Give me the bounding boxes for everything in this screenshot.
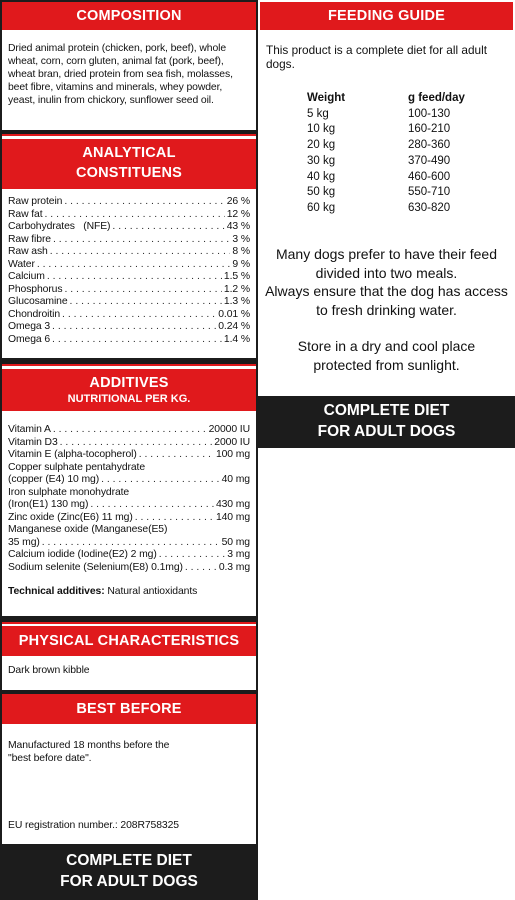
feeding-header bbox=[260, 2, 513, 30]
analytical-row bbox=[8, 309, 250, 322]
best-before-header bbox=[2, 694, 256, 724]
analytical-panel bbox=[2, 134, 256, 358]
additive-value: 40 mg bbox=[221, 474, 250, 485]
feeding-panel bbox=[260, 2, 513, 392]
additive-row bbox=[8, 474, 250, 487]
analytical-label: Raw ash bbox=[8, 246, 48, 257]
feeding-table-row bbox=[307, 170, 465, 186]
additive-row bbox=[8, 437, 250, 450]
weight-cell: 20 kg bbox=[307, 139, 336, 152]
analytical-value: 1.4 % bbox=[223, 333, 250, 345]
additives-header bbox=[2, 369, 256, 411]
left-footer-line1: COMPLETE DIET bbox=[66, 852, 192, 869]
feeding-note-storage: Store in a dry and cool place protected from sunlight. bbox=[297, 338, 476, 373]
additive-leader-dots bbox=[185, 562, 217, 575]
additives-top-stripe bbox=[2, 364, 256, 366]
additive-value: 2000 IU bbox=[214, 436, 250, 448]
analytical-value: 1.2 % bbox=[223, 283, 250, 295]
additive-value: 430 mg bbox=[215, 499, 250, 510]
analytical-row bbox=[8, 321, 250, 334]
additive-leader-dots bbox=[42, 537, 220, 550]
physical-title: PHYSICAL CHARACTERISTICS bbox=[18, 633, 240, 649]
additive-label: Calcium iodide (Iodine(E2) 2 mg) bbox=[8, 549, 157, 560]
physical-header bbox=[2, 626, 256, 656]
additive-label: (Iron(E1) 130 mg) bbox=[8, 499, 89, 510]
weight-cell: 50 kg bbox=[307, 186, 336, 199]
analytical-row bbox=[8, 271, 250, 284]
analytical-row bbox=[8, 234, 250, 247]
analytical-top-stripe bbox=[2, 134, 256, 136]
col-weight-header: Weight bbox=[307, 92, 346, 104]
analytical-leader-dots bbox=[52, 334, 222, 347]
additive-label: (copper (E4) 10 mg) bbox=[8, 474, 100, 485]
analytical-leader-dots bbox=[50, 246, 231, 259]
analytical-value: 12 % bbox=[226, 208, 250, 220]
analytical-leader-dots bbox=[62, 309, 216, 322]
analytical-row bbox=[8, 284, 250, 297]
analytical-value: 3 % bbox=[232, 233, 250, 245]
additives-list bbox=[8, 424, 250, 574]
left-footer-line2: FOR ADULT DOGS bbox=[60, 873, 198, 890]
feed-cell: 160-210 bbox=[408, 123, 451, 136]
analytical-row bbox=[8, 209, 250, 222]
additive-row bbox=[8, 537, 250, 550]
analytical-leader-dots bbox=[64, 284, 221, 297]
analytical-value: 26 % bbox=[226, 196, 250, 207]
eu-registration: EU registration number.: 208R758325 bbox=[8, 820, 179, 831]
feeding-table-header bbox=[307, 91, 465, 107]
analytical-leader-dots bbox=[53, 234, 230, 247]
analytical-row bbox=[8, 259, 250, 272]
additive-row bbox=[8, 424, 250, 437]
feed-cell: 280-360 bbox=[408, 139, 451, 152]
best-before-text bbox=[8, 739, 250, 765]
best-before-line2: "best before date". bbox=[8, 753, 92, 764]
additive-label: Vitamin E (alpha-tocopherol) bbox=[8, 449, 137, 460]
feeding-table-row bbox=[307, 185, 465, 201]
analytical-leader-dots bbox=[112, 221, 224, 234]
right-footer-line2: FOR ADULT DOGS bbox=[317, 423, 456, 440]
analytical-header bbox=[2, 139, 256, 189]
analytical-list bbox=[8, 196, 250, 346]
additive-row bbox=[8, 512, 250, 525]
additive-value: 100 mg bbox=[215, 449, 250, 460]
analytical-value: 9 % bbox=[232, 258, 250, 270]
additive-label: Sodium selenite (Selenium(E8) 0.1mg) bbox=[8, 561, 183, 573]
weight-cell: 30 kg bbox=[307, 154, 336, 167]
additive-row bbox=[8, 499, 250, 512]
analytical-row bbox=[8, 246, 250, 259]
feed-cell: 370-490 bbox=[408, 154, 451, 167]
feeding-table-row bbox=[307, 201, 465, 217]
physical-top-stripe bbox=[2, 622, 256, 624]
analytical-value: 0.01 % bbox=[218, 308, 250, 320]
additive-label: Zinc oxide (Zinc(E6) 11 mg) bbox=[8, 511, 133, 523]
analytical-title-line1: ANALYTICAL bbox=[82, 145, 176, 161]
analytical-leader-dots bbox=[70, 296, 222, 309]
composition-text: Dried animal protein (chicken, pork, beef), whole wheat, corn, corn gluten, animal fat (pork, beef), wheat bran, dried protein from sea fish, molasses, beet fibre, vitamins and minerals, whey powder, yeast, inulin from chickory, sunflower seed oil. bbox=[8, 43, 233, 106]
feeding-intro: This product is a complete diet for all adult dogs. bbox=[266, 43, 487, 71]
analytical-label: Calcium bbox=[8, 271, 45, 282]
analytical-label: Omega 3 bbox=[8, 321, 51, 332]
analytical-label: Raw protein bbox=[8, 196, 63, 207]
weight-cell: 40 kg bbox=[307, 170, 336, 183]
feeding-table bbox=[307, 91, 465, 217]
physical-panel bbox=[2, 622, 256, 690]
feeding-title: FEEDING GUIDE bbox=[328, 8, 445, 24]
composition-title: COMPOSITION bbox=[76, 8, 182, 24]
additive-leader-dots bbox=[135, 512, 214, 525]
right-footer bbox=[258, 396, 515, 448]
feeding-table-row bbox=[307, 154, 465, 170]
best-before-title: BEST BEFORE bbox=[76, 701, 182, 717]
composition-panel bbox=[2, 2, 256, 130]
analytical-label: Phosphorus bbox=[8, 283, 63, 295]
feeding-note-meals: Many dogs prefer to have their feed divided into two meals. bbox=[275, 246, 498, 281]
additive-row: Iron sulphate monohydrate bbox=[8, 486, 130, 498]
additive-leader-dots bbox=[53, 424, 207, 437]
analytical-label: Omega 6 bbox=[8, 333, 51, 345]
additive-value: 50 mg bbox=[221, 536, 250, 548]
analytical-label: Water bbox=[8, 258, 35, 270]
left-footer bbox=[0, 850, 258, 896]
additive-leader-dots bbox=[159, 549, 226, 562]
additive-value: 20000 IU bbox=[208, 424, 250, 435]
analytical-label: Glucosamine bbox=[8, 296, 68, 307]
additive-row bbox=[8, 549, 250, 562]
analytical-value: 8 % bbox=[232, 246, 250, 257]
feeding-table-row bbox=[307, 138, 465, 154]
analytical-label: Raw fat bbox=[8, 208, 43, 220]
additive-label: 35 mg) bbox=[8, 536, 40, 548]
additive-row bbox=[8, 449, 250, 462]
analytical-value: 1.5 % bbox=[223, 271, 250, 282]
analytical-label: Chondroitin bbox=[8, 308, 61, 320]
additive-label: Vitamin D3 bbox=[8, 436, 58, 448]
additive-value: 3 mg bbox=[227, 549, 250, 560]
additive-label: Vitamin A bbox=[8, 424, 51, 435]
analytical-row bbox=[8, 196, 250, 209]
additive-row bbox=[8, 562, 250, 575]
technical-additives-label: Technical additives: bbox=[8, 586, 105, 597]
analytical-title-line2: CONSTITUENS bbox=[75, 165, 183, 181]
best-before-line1: Manufactured 18 months before the bbox=[8, 740, 170, 751]
technical-additives-value: Natural antioxidants bbox=[107, 586, 198, 597]
right-column bbox=[258, 0, 515, 900]
analytical-leader-dots bbox=[37, 259, 231, 272]
analytical-label: Raw fibre bbox=[8, 233, 51, 245]
analytical-label: Carbohydrates (NFE) bbox=[8, 221, 111, 232]
analytical-leader-dots bbox=[47, 271, 222, 284]
analytical-leader-dots bbox=[64, 196, 224, 209]
col-feed-header: g feed/day bbox=[408, 92, 465, 104]
weight-cell: 5 kg bbox=[307, 107, 329, 120]
feed-cell: 630-820 bbox=[408, 201, 451, 214]
additive-leader-dots bbox=[90, 499, 214, 512]
analytical-value: 0.24 % bbox=[218, 321, 250, 332]
additive-leader-dots bbox=[60, 437, 213, 450]
feed-cell: 550-710 bbox=[408, 186, 451, 199]
additive-value: 0.3 mg bbox=[218, 561, 250, 573]
weight-cell: 60 kg bbox=[307, 201, 336, 214]
additive-leader-dots bbox=[139, 449, 214, 462]
analytical-leader-dots bbox=[52, 321, 216, 334]
analytical-value: 1.3 % bbox=[223, 296, 250, 307]
analytical-row bbox=[8, 334, 250, 347]
analytical-leader-dots bbox=[45, 209, 225, 222]
composition-header bbox=[2, 2, 256, 30]
additives-panel bbox=[2, 364, 256, 616]
additive-leader-dots bbox=[101, 474, 220, 487]
feeding-table-row bbox=[307, 107, 465, 123]
feeding-table-row bbox=[307, 122, 465, 138]
technical-additives bbox=[8, 585, 250, 598]
physical-text: Dark brown kibble bbox=[8, 665, 90, 676]
analytical-row bbox=[8, 221, 250, 234]
additive-row: Manganese oxide (Manganese(E5) bbox=[8, 524, 168, 535]
additive-value: 140 mg bbox=[215, 511, 250, 523]
right-footer-line1: COMPLETE DIET bbox=[323, 402, 450, 419]
analytical-row bbox=[8, 296, 250, 309]
weight-cell: 10 kg bbox=[307, 123, 336, 136]
additives-title: ADDITIVES bbox=[89, 375, 169, 391]
feed-cell: 460-600 bbox=[408, 170, 451, 183]
feed-cell: 100-130 bbox=[408, 107, 451, 120]
analytical-value: 43 % bbox=[226, 221, 250, 232]
feeding-note-water: Always ensure that the dog has access to fresh drinking water. bbox=[265, 283, 508, 318]
additive-row: Copper sulphate pentahydrate bbox=[8, 461, 145, 473]
best-before-panel bbox=[2, 694, 256, 844]
additives-subtitle: NUTRITIONAL PER KG. bbox=[67, 393, 191, 405]
